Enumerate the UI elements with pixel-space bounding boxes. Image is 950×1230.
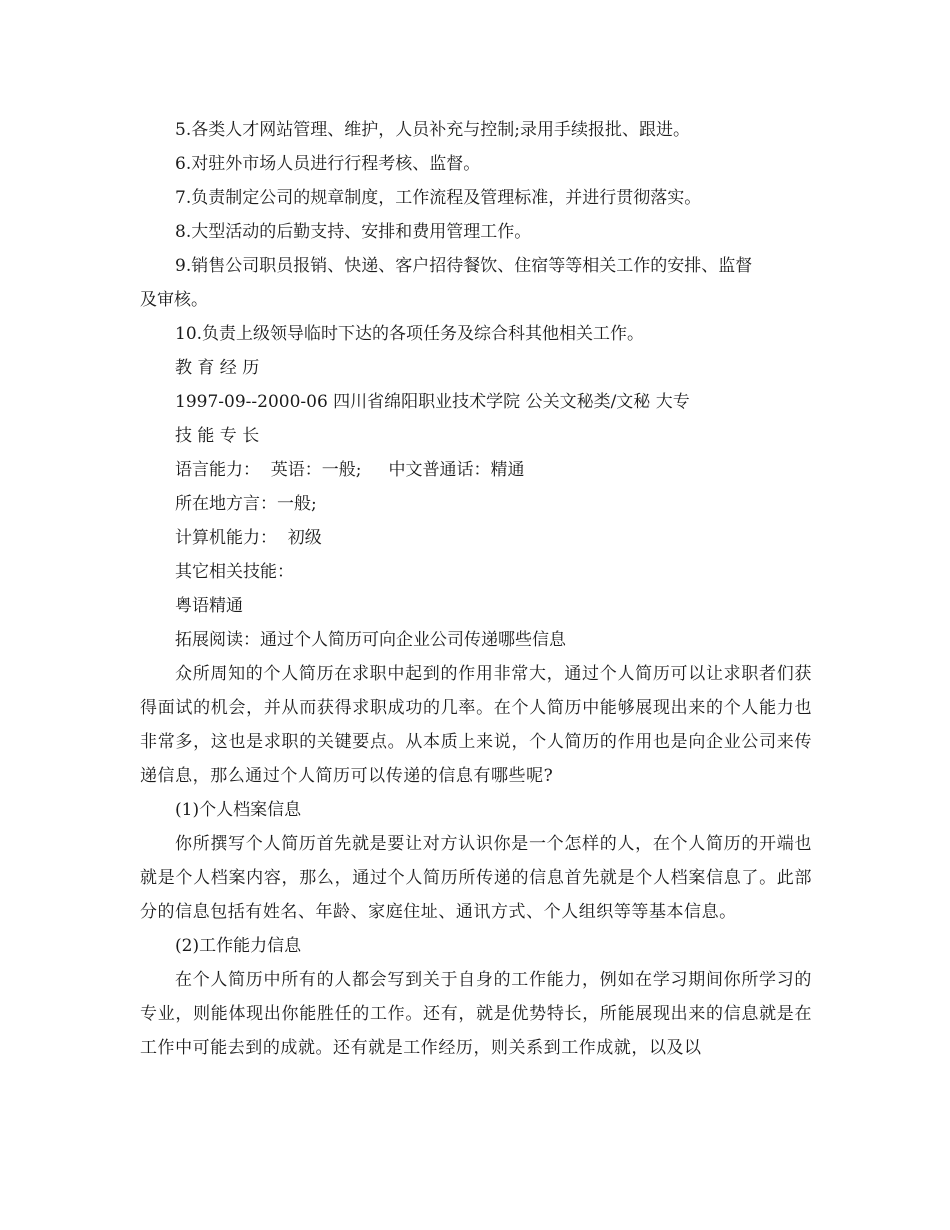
- education-entry: 1997-09--2000-06 四川省绵阳职业技术学院 公关文秘类/文秘 大专: [175, 392, 690, 412]
- duty-item-7: 7.负责制定公司的规章制度，工作流程及管理标准，并进行贯彻落实。: [175, 188, 702, 208]
- skill-language: 语言能力： 英语：一般; 中文普通话：精通: [175, 460, 525, 480]
- skills-heading: 技 能 专 长: [175, 426, 260, 446]
- duty-item-6: 6.对驻外市场人员进行行程考核、监督。: [175, 154, 481, 174]
- extended-reading-title: 拓展阅读：通过个人简历可向企业公司传递哪些信息: [175, 630, 566, 650]
- section-2-title: (2)工作能力信息: [175, 936, 302, 956]
- section-1-title: (1)个人档案信息: [175, 800, 302, 820]
- skill-dialect: 所在地方言：一般;: [175, 494, 317, 514]
- section-1-paragraph: 你所撰写个人简历首先就是要让对方认识你是一个怎样的人，在个人简历的开端也就是个人档案内容，那么，通过个人简历所传递的信息首先就是个人档案信息了。此部分的信息包括有姓名、年龄、家庭住址、通讯方式、个人组织等等基本信息。: [140, 834, 812, 922]
- education-heading: 教 育 经 历: [175, 358, 260, 378]
- document-page: [140, 113, 812, 1065]
- skill-other-label: 其它相关技能：: [175, 562, 294, 582]
- extended-intro-paragraph: 众所周知的个人简历在求职中起到的作用非常大，通过个人简历可以让求职者们获得面试的机会，并从而获得求职成功的几率。在个人简历中能够展现出来的个人能力也非常多，这也是求职的关键要点。从本质上来说，个人简历的作用也是向企业公司来传递信息，那么通过个人简历可以传递的信息有哪些呢?: [140, 664, 812, 786]
- duty-item-5: 5.各类人才网站管理、维护，人员补充与控制;录用手续报批、跟进。: [175, 120, 690, 140]
- duty-item-8: 8.大型活动的后勤支持、安排和费用管理工作。: [175, 222, 532, 242]
- duty-item-10: 10.负责上级领导临时下达的各项任务及综合科其他相关工作。: [175, 324, 645, 344]
- duty-item-9-line1: 9.销售公司职员报销、快递、客户招待餐饮、住宿等等相关工作的安排、监督: [175, 256, 753, 276]
- skill-computer: 计算机能力： 初级: [175, 528, 322, 548]
- duty-item-9-line2: 及审核。: [140, 290, 208, 310]
- section-2-paragraph: 在个人简历中所有的人都会写到关于自身的工作能力，例如在学习期间你所学习的专业，则能体现出你能胜任的工作。还有，就是优势特长，所能展现出来的信息就是在工作中可能去到的成就。还有就是工作经历，则关系到工作成就，以及以: [140, 970, 812, 1058]
- skill-other-value: 粤语精通: [175, 596, 243, 616]
